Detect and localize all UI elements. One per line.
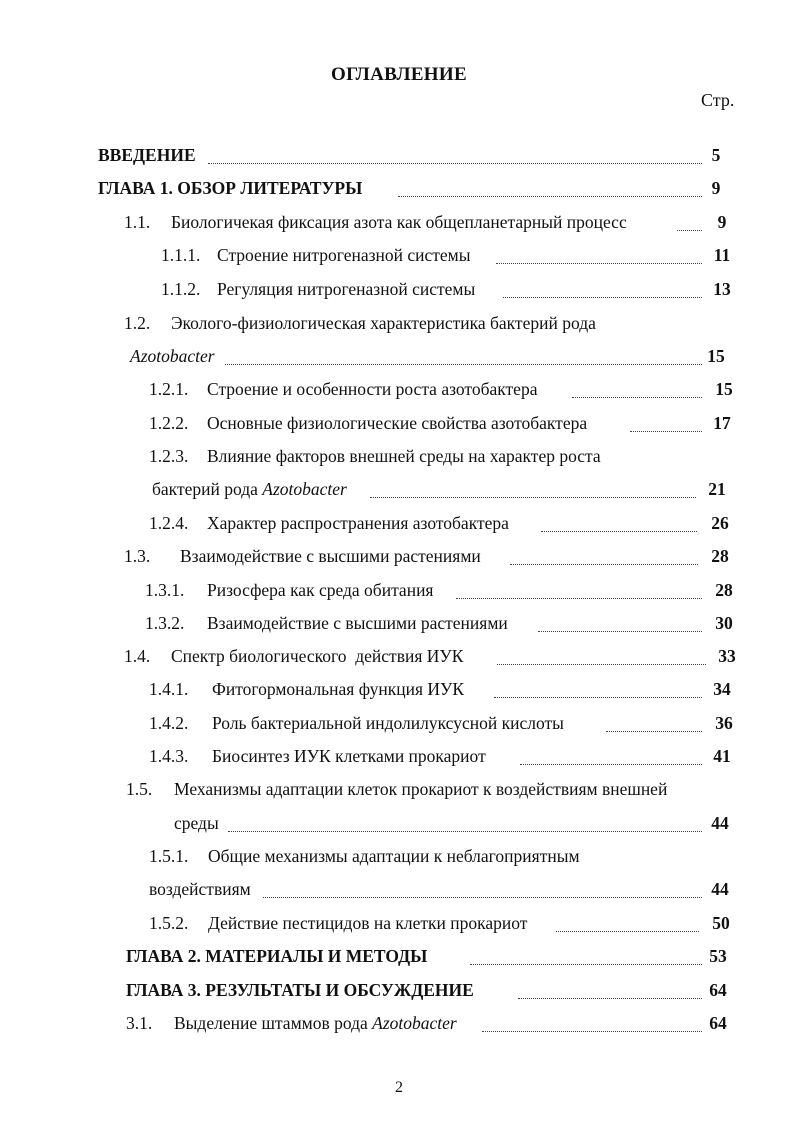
- toc-leader: [482, 1031, 702, 1032]
- toc-entry-text: Выделение штаммов рода Azotobacter: [174, 1013, 457, 1033]
- toc-entry-1-4-3[interactable]: [0, 741, 798, 771]
- toc-entry-number: 1.2.2.: [149, 413, 189, 433]
- toc-entry-3-1[interactable]: [0, 1008, 798, 1038]
- toc-entry-text: Характер распространения азотобактера: [207, 513, 509, 533]
- toc-leader: [494, 697, 702, 698]
- toc-entry-page: 15: [715, 379, 733, 399]
- page-title: ОГЛАВЛЕНИЕ: [331, 64, 467, 85]
- toc-entry-page: 64: [709, 980, 727, 1000]
- toc-entry-number: 1.5.: [126, 779, 153, 799]
- toc-entry-text: Строение и особенности роста азотобактера: [207, 379, 538, 399]
- toc-entry-number: 1.2.1.: [149, 379, 189, 399]
- toc-entry-text: Эколого-физиологическая характеристика бактерий рода: [171, 313, 596, 333]
- toc-entry-1-5-1[interactable]: [0, 841, 798, 871]
- toc-leader: [496, 263, 702, 264]
- toc-entry-1-2[interactable]: [0, 308, 798, 338]
- toc-leader: [541, 531, 697, 532]
- toc-entry-page: 64: [709, 1013, 727, 1033]
- toc-entry-page: 5: [711, 145, 721, 165]
- toc-leader: [497, 664, 706, 665]
- toc-leader: [510, 564, 698, 565]
- toc-entry-number: 1.2.4.: [149, 513, 189, 533]
- toc-entry-text: Спектр биологического действия ИУК: [171, 646, 464, 666]
- toc-entry-page: 41: [713, 746, 731, 766]
- toc-entry-number: 1.4.3.: [149, 746, 189, 766]
- toc-entry-number: 1.3.: [124, 546, 151, 566]
- toc-entry-text: ГЛАВА 1. ОБЗОР ЛИТЕРАТУРЫ: [98, 178, 363, 198]
- toc-entry-text: ГЛАВА 2. МАТЕРИАЛЫ И МЕТОДЫ: [126, 946, 428, 966]
- toc-entry-chapter-2[interactable]: [0, 941, 798, 971]
- toc-leader: [370, 497, 696, 498]
- toc-entry-page: 34: [713, 679, 731, 699]
- toc-entry-1-2-2[interactable]: [0, 408, 798, 438]
- toc-entry-text: Взаимодействие с высшими растениями: [180, 546, 481, 566]
- toc-entry-number: 1.3.1.: [145, 580, 185, 600]
- toc-leader: [520, 764, 702, 765]
- toc-entry-1-3[interactable]: [0, 541, 798, 571]
- toc-entry-text: Биосинтез ИУК клетками прокариот: [212, 746, 486, 766]
- toc-entry-page: 53: [709, 946, 727, 966]
- toc-entry-1-2-continued[interactable]: [0, 341, 798, 371]
- toc-leader: [456, 598, 702, 599]
- toc-entry-text: Взаимодействие с высшими растениями: [207, 613, 508, 633]
- toc-entry-page: 28: [715, 580, 733, 600]
- toc-entry-1-5-2[interactable]: [0, 908, 798, 938]
- toc-entry-text: Azotobacter: [130, 346, 215, 366]
- toc-entry-number: 1.1.1.: [161, 245, 201, 265]
- toc-entry-page: 30: [715, 613, 733, 633]
- toc-entry-text: Ризосфера как среда обитания: [207, 580, 434, 600]
- toc-entry-1-3-1[interactable]: [0, 575, 798, 605]
- toc-entry-page: 13: [713, 279, 731, 299]
- toc-leader: [228, 831, 702, 832]
- toc-entry-page: 44: [711, 813, 729, 833]
- toc-leader: [606, 731, 702, 732]
- toc-entry-1-5[interactable]: [0, 774, 798, 804]
- toc-entry-introduction[interactable]: [0, 140, 798, 170]
- toc-entry-text: воздействиям: [149, 879, 251, 899]
- toc-entry-number: 3.1.: [126, 1013, 153, 1033]
- toc-entry-page: 36: [715, 713, 733, 733]
- toc-entry-text: Фитогормональная функция ИУК: [212, 679, 465, 699]
- toc-entry-number: 1.2.: [124, 313, 151, 333]
- toc-entry-chapter-1[interactable]: [0, 173, 798, 203]
- toc-entry-number: 1.5.1.: [149, 846, 189, 866]
- toc-entry-number: 1.4.1.: [149, 679, 189, 699]
- toc-entry-1-1[interactable]: [0, 207, 798, 237]
- toc-entry-number: 1.4.2.: [149, 713, 189, 733]
- toc-leader: [503, 297, 702, 298]
- toc-entry-page: 33: [718, 646, 736, 666]
- toc-leader: [556, 931, 699, 932]
- toc-entry-text: Действие пестицидов на клетки прокариот: [208, 913, 528, 933]
- toc-entry-number: 1.1.2.: [161, 279, 201, 299]
- toc-entry-1-4[interactable]: [0, 641, 798, 671]
- toc-entry-number: 1.2.3.: [149, 446, 189, 466]
- toc-entry-number: 1.5.2.: [149, 913, 189, 933]
- toc-entry-1-5-continued[interactable]: [0, 808, 798, 838]
- toc-entry-number: 1.4.: [124, 646, 151, 666]
- toc-entry-1-1-2[interactable]: [0, 274, 798, 304]
- toc-leader: [538, 631, 702, 632]
- toc-entry-number: 1.1.: [124, 212, 151, 232]
- page-number: 2: [395, 1079, 403, 1096]
- toc-entry-page: 50: [712, 913, 730, 933]
- toc-entry-page: 28: [711, 546, 729, 566]
- toc-entry-1-2-1[interactable]: [0, 374, 798, 404]
- toc-entry-page: 21: [708, 479, 726, 499]
- toc-entry-text: бактерий рода Azotobacter: [152, 479, 347, 499]
- toc-leader: [677, 230, 702, 231]
- toc-entry-1-4-1[interactable]: [0, 674, 798, 704]
- toc-entry-1-1-1[interactable]: [0, 240, 798, 270]
- toc-entry-text: Общие механизмы адаптации к неблагоприятным: [208, 846, 580, 866]
- toc-leader: [518, 998, 702, 999]
- toc-entry-page: 44: [711, 879, 729, 899]
- toc-entry-1-5-1-continued[interactable]: [0, 874, 798, 904]
- toc-leader: [630, 431, 702, 432]
- toc-entry-page: 17: [713, 413, 731, 433]
- toc-entry-page: 15: [707, 346, 725, 366]
- toc-leader: [470, 964, 702, 965]
- toc-leader: [208, 163, 702, 164]
- toc-leader: [398, 196, 702, 197]
- toc-entry-text: Регуляция нитрогеназной системы: [217, 279, 476, 299]
- toc-entry-text: ВВЕДЕНИЕ: [98, 145, 196, 165]
- toc-entry-text: Роль бактериальной индолилуксусной кислоты: [212, 713, 564, 733]
- toc-entry-number: 1.3.2.: [145, 613, 185, 633]
- toc-entry-text: ГЛАВА 3. РЕЗУЛЬТАТЫ И ОБСУЖДЕНИЕ: [126, 980, 474, 1000]
- toc-entry-page: 9: [711, 178, 721, 198]
- toc-entry-1-2-3-continued[interactable]: [0, 474, 798, 504]
- toc-leader: [263, 897, 702, 898]
- toc-entry-text: Строение нитрогеназной системы: [217, 245, 471, 265]
- toc-entry-text: Биологичекая фиксация азота как общепланетарный процесс: [171, 212, 627, 232]
- toc-entry-text: среды: [174, 813, 219, 833]
- toc-entry-text: Основные физиологические свойства азотобактера: [207, 413, 588, 433]
- toc-entry-1-3-2[interactable]: [0, 608, 798, 638]
- toc-leader: [225, 364, 702, 365]
- toc-entry-page: 9: [717, 212, 727, 232]
- toc-entry-chapter-3[interactable]: [0, 975, 798, 1005]
- toc-entry-text: Влияние факторов внешней среды на характер роста: [207, 446, 601, 466]
- toc-entry-1-2-3[interactable]: [0, 441, 798, 471]
- toc-entry-1-4-2[interactable]: [0, 708, 798, 738]
- toc-entry-page: 11: [713, 245, 731, 265]
- toc-entry-1-2-4[interactable]: [0, 508, 798, 538]
- toc-entry-page: 26: [711, 513, 729, 533]
- toc-entry-text: Механизмы адаптации клеток прокариот к воздействиям внешней: [174, 779, 668, 799]
- page-column-label: Стр.: [701, 90, 735, 110]
- toc-leader: [572, 397, 702, 398]
